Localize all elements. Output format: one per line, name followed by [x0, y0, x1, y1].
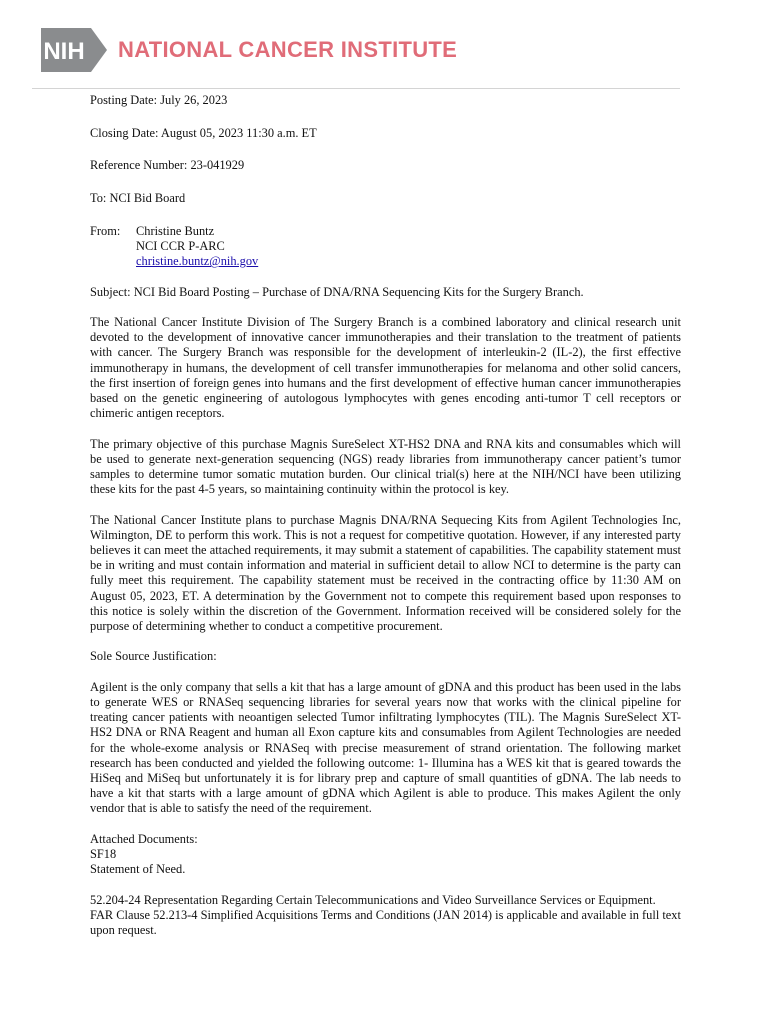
page-header [41, 28, 457, 72]
from-office: NCI CCR P-ARC [136, 239, 225, 254]
subject-line: Subject: NCI Bid Board Posting – Purchase of DNA/RNA Sequencing Kits for the Surgery Branch. [90, 284, 584, 299]
attached-item: Statement of Need. [90, 862, 186, 877]
nih-logo-text: NIH [43, 38, 85, 65]
clause-line: 52.204-24 Representation Regarding Certain Telecommunications and Video Surveillance Services or Equipment. [90, 892, 656, 907]
clause-line: FAR Clause 52.213-4 Simplified Acquisitions Terms and Conditions (JAN 2014) is applicable and available in full text upon request. [90, 907, 681, 938]
org-name: NATIONAL CANCER INSTITUTE [118, 37, 458, 62]
from-email-link[interactable]: christine.buntz@nih.gov [136, 254, 259, 269]
reference-number: Reference Number: 23-041929 [90, 158, 245, 173]
document-body [90, 93, 681, 938]
from-name: Christine Buntz [136, 223, 215, 238]
header-divider [32, 88, 680, 89]
from-label: From: [90, 223, 121, 238]
intro-paragraph: The National Cancer Institute Division of The Surgery Branch is a combined laboratory and clinical research unit devoted to the development of innovative cancer immunotherapies and their translation to the treatment of patients with cancer. The Surgery Branch was responsible for the development of interleukin-2 (IL-2), the first effective immunotherapy in humans, the development of cell transfer immunotherapies for melanoma and other solid cancers, the first insertion of foreign genes into humans and the first development of effective human cancer immunotherapies based on the genetic engineering of autologous lymphocytes with genes encoding anti-tumor T cell receptors or chimeric antigen receptors. [90, 315, 681, 421]
objective-paragraph: The primary objective of this purchase Magnis SureSelect XT-HS2 DNA and RNA kits and consumables which will be used to generate next-generation sequencing (NGS) ready libraries from immunotherapy cancer patient’s tumor samples to determine tumor somatic mutation burden. Our clinical trial(s) here at the NIH/NCI have been utilizing these kits for the past 4-5 years, so maintaining continuity within the protocol is key. [90, 436, 681, 497]
attached-heading: Attached Documents: [90, 831, 198, 846]
posting-date: Posting Date: July 26, 2023 [90, 93, 228, 107]
justification-heading: Sole Source Justification: [90, 649, 217, 664]
from-block [90, 224, 681, 270]
attached-item: SF18 [90, 847, 117, 862]
plan-paragraph: The National Cancer Institute plans to purchase Magnis DNA/RNA Sequecing Kits from Agilent Technologies Inc, Wilmington, DE to perform this work. This is not a request for competitive quotation. However, if any interested party believes it can meet the attached requirements, it may submit a statement of capabilities. The capability statement must be in writing and must contain information and material in sufficient detail to allow NCI to determine is the party can fully meet this requirement. The capability statement must be received in the contracting office by 11:30 AM on August 05, 2023, ET. A determination by the Government not to compete this requirement based upon responses to this notice is solely within the discretion of the Government. Information received will be considered solely for the purpose of determining whether to conduct a competitive procurement. [90, 512, 681, 634]
to-line: To: NCI Bid Board [90, 191, 186, 206]
justification-paragraph: Agilent is the only company that sells a kit that has a large amount of gDNA and this product has been used in the labs to generate WES or RNASeq sequencing libraries for several years now that works with the clinical pipeline for treating cancer patients with neoantigen selected Tumor infiltrating lymphocytes (TIL). The Magnis SureSelect XT-HS2 DNA or RNA Reagent and human all Exon capture kits and consumables from Agilent Technologies are needed for the whole-exome analysis or RNASeq with precise measurement of strand orientation. The following market research has been conducted and yielded the following outcome: 1- Illumina has a WES kit that is geared towards the HiSeq and MiSeq but unfortunately it is for library prep and capture of small quantities of gDNA. The lab needs to have a kit that starts with a large amount of gDNA which Agilent is able to produce. This makes Agilent the only vendor that is able to satisfy the need of the requirement. [90, 679, 681, 816]
nih-logo-icon [41, 28, 107, 72]
closing-date: Closing Date: August 05, 2023 11:30 a.m. ET [90, 125, 317, 140]
